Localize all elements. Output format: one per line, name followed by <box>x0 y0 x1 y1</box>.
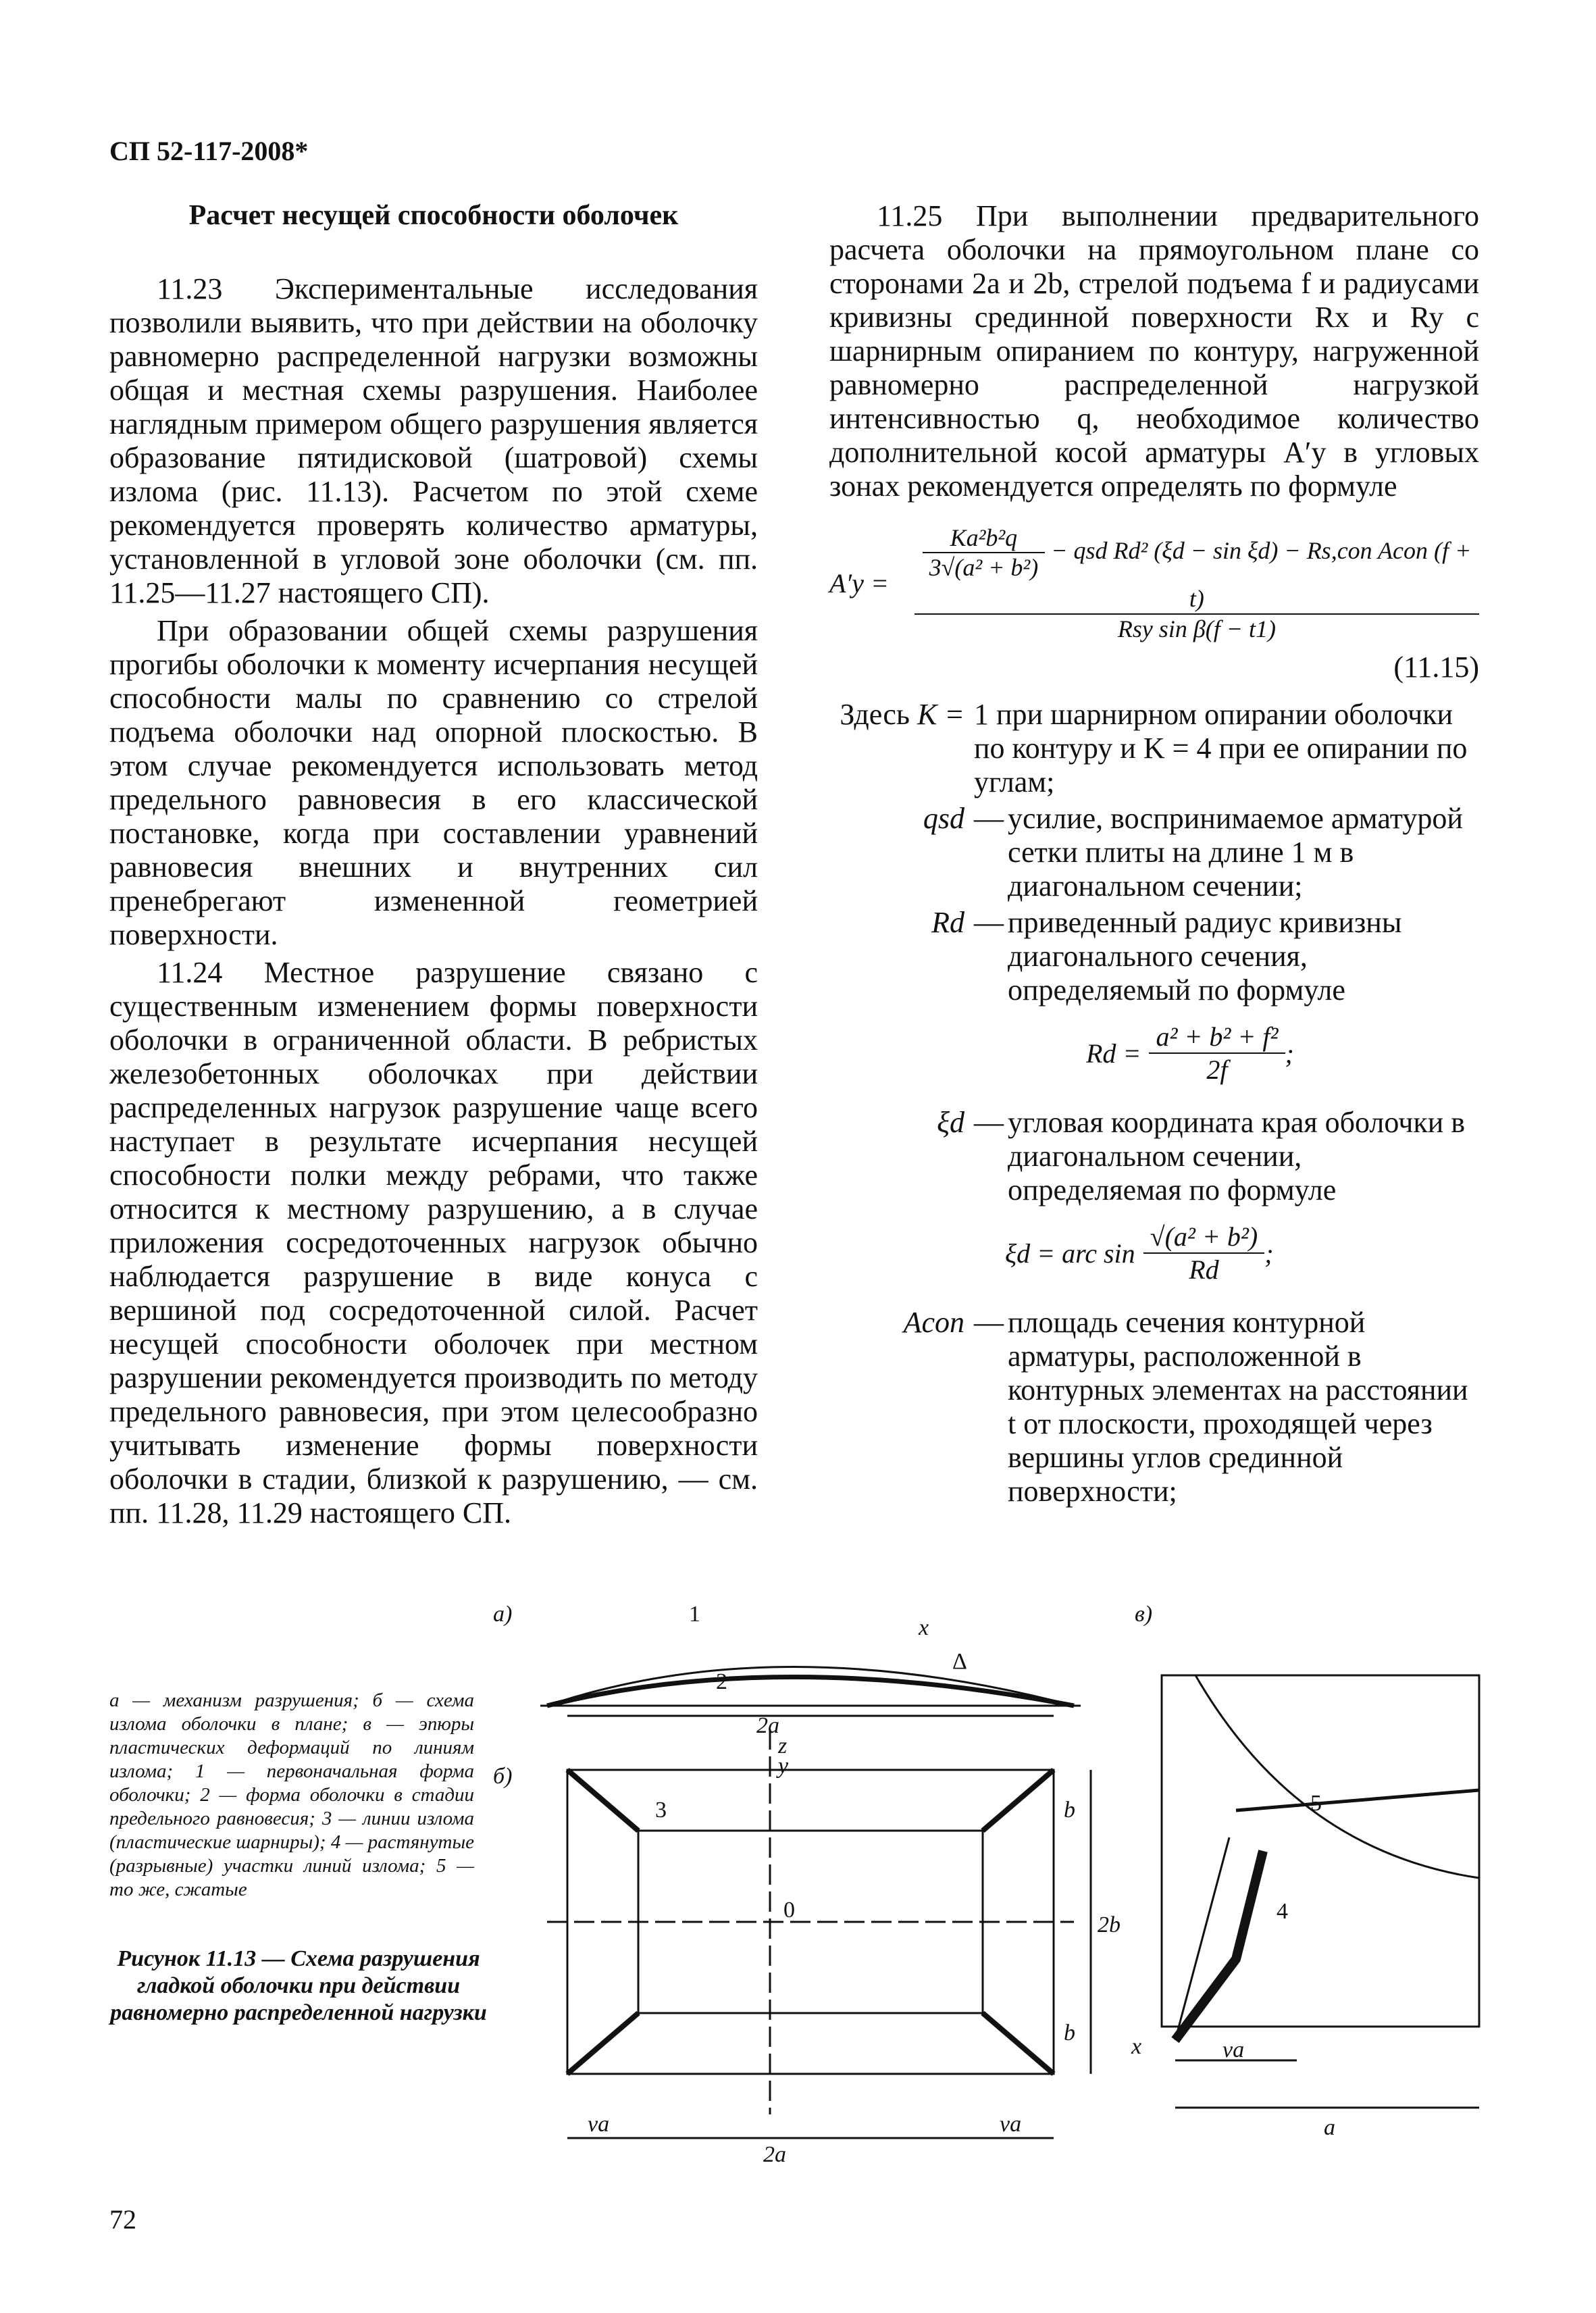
formula-rd <box>1086 1021 1479 1086</box>
formula-lhs: A′y = <box>829 568 889 599</box>
label-a: а) <box>493 1602 513 1627</box>
paragraph-11-25: 11.25 При выполнении предварительного расчета оболочки на прямоугольном плане со сторонами 2a и 2b, стрелой подъема f и радиусами кривизны срединной поверхности Rx и Ry с шарнирным опиранием по контуру, нагруженной равномерно распределенной нагрузкой интенсивностью q, необходимое количество дополнительной косой арматуры A′y в угловых зонах рекомендуется определять по формуле <box>829 199 1479 503</box>
diagram-frame <box>1162 1675 1479 2027</box>
label-z: z <box>778 1733 788 1758</box>
label-x-top: x <box>919 1615 929 1640</box>
formula-xi-numerator: √(a² + b²) <box>1143 1221 1265 1254</box>
label-3: 3 <box>655 1798 667 1823</box>
label-y: y <box>778 1754 789 1779</box>
definition-k-sym: K = <box>917 698 964 731</box>
definition-xi: ξd — угловая координата края оболочки в диагональном сечении, определяемая по формуле <box>829 1106 1479 1207</box>
label-2a-top: 2a <box>756 1713 779 1738</box>
definition-rd: Rd — приведенный радиус кривизны диагонального сечения, определяемый по формуле <box>829 906 1479 1007</box>
definition-qsd: qsd — усилие, воспринимаемое арматурой сетки плиты на длине 1 м в диагональном сечении; <box>829 802 1479 903</box>
formula-number: (11.15) <box>1393 651 1479 684</box>
formula-numerator <box>915 524 1479 615</box>
yield-line-tr <box>983 1770 1054 1831</box>
figure-11-13 <box>486 1594 1499 2168</box>
formula-rd-fraction <box>1149 1021 1285 1086</box>
defs-intro: Здесь <box>840 698 910 731</box>
paragraph-11-24: 11.24 Местное разрушение связано с существенным изменением формы поверхности оболочки в ограниченной области. В ребристых железобетонных оболочках при действии распределенных нагрузок разрушение чаще всего наступает в результате исчерпания несущей способности полки между ребрами, что также относится к местному разрушению, а в случае приложения сосредоточенных нагрузок обычно наблюдается разрушение в виде конуса с вершиной под сосредоточенной силой. Расчет несущей способности оболочек при местном разрушении рекомендуется производить по методу предельного равновесия, при этом целесообразно учитывать изменение формы поверхности оболочки в стадии, близкой к разрушению, — см. пп. 11.28, 11.29 настоящего СП. <box>109 956 758 1529</box>
label-va-left: va <box>588 2112 610 2137</box>
formula-xi-lhs: ξd = arc sin <box>1005 1238 1135 1269</box>
label-2a-bottom: 2a <box>763 2142 786 2167</box>
definition-k-symbol <box>829 698 974 799</box>
label-b: б) <box>493 1764 513 1789</box>
formula-inner-denominator: 3√(a² + b²) <box>929 554 1039 581</box>
label-2b: 2b <box>1098 1912 1121 1937</box>
label-2: 2 <box>716 1669 727 1694</box>
compression-zone-5 <box>1236 1790 1479 1810</box>
formula-xi <box>1005 1221 1479 1286</box>
right-column <box>829 199 1479 1511</box>
label-v: в) <box>1135 1602 1153 1627</box>
formula-xi-fraction <box>1143 1221 1265 1286</box>
label-4: 4 <box>1277 1899 1288 1924</box>
document-code: СП 52-117-2008* <box>109 136 309 166</box>
definition-rd-symbol: Rd <box>931 906 964 939</box>
formula-main-fraction <box>915 524 1479 643</box>
paragraph-11-23: 11.23 Экспериментальные исследования позволили выявить, что при действии на оболочку равномерно распределенной нагрузки возможны общая и местная схемы разрушения. Наиболее наглядным примером общего разрушения является образование пятидисковой (шатровой) схемы излома (рис. 11.13). Расчетом по этой схеме рекомендуется проверять количество арматуры, установленной в угловой зоне оболочки (см. пп. 11.25—11.27 настоящего СП). <box>109 272 758 609</box>
label-va-diagram: va <box>1222 2037 1245 2062</box>
definition-rd-text: приведенный радиус кривизны диагонального сечения, определяемый по формуле <box>1008 906 1402 1007</box>
section-title: Расчет несущей способности оболочек <box>188 200 679 231</box>
label-origin: 0 <box>783 1898 795 1923</box>
definition-acon: Acon — площадь сечения контурной арматуры, расположенной в контурных элементах на расстоянии t от плоскости, проходящей через вершины углов срединной поверхности; <box>829 1306 1479 1508</box>
page-number: 72 <box>109 2204 136 2235</box>
formula-denominator: Rsy sin β(f − t1) <box>1117 615 1277 642</box>
label-5: 5 <box>1310 1791 1322 1816</box>
label-delta: Δ <box>952 1649 967 1674</box>
formula-inner-numerator: Ka²b²q <box>923 524 1046 553</box>
formula-xi-denominator: Rd <box>1189 1254 1219 1285</box>
shell-profile-deformed <box>547 1677 1074 1706</box>
definition-qsd-text: усилие, воспринимаемое арматурой сетки плиты на длине 1 м в диагональном сечении; <box>1008 802 1463 903</box>
label-x-right: x <box>1131 2034 1142 2059</box>
left-column <box>109 199 758 1534</box>
yield-line-bl <box>567 2013 638 2074</box>
formula-rd-tail: ; <box>1285 1038 1294 1069</box>
yield-line-br <box>983 2013 1054 2074</box>
formula-rd-denominator: 2f <box>1206 1054 1228 1085</box>
definition-acon-symbol: Acon <box>903 1306 964 1339</box>
yield-line-tl <box>567 1770 638 1831</box>
formula-11-15 <box>829 524 1479 643</box>
formula-xi-tail: ; <box>1264 1238 1274 1269</box>
formula-inner-fraction <box>923 524 1046 582</box>
definition-k-text: 1 при шарнирном опирании оболочки по контуру и K = 4 при ее опирании по углам; <box>974 698 1468 798</box>
figure-caption: Рисунок 11.13 — Схема разрушения гладкой оболочки при действии равномерно распределенной нагрузки <box>110 1946 487 2025</box>
definition-k <box>829 698 1479 799</box>
formula-rd-numerator: a² + b² + f² <box>1149 1021 1285 1054</box>
definition-qsd-symbol: qsd <box>923 802 964 835</box>
figure-legend: а — механизм разрушения; б — схема излома оболочки в плане; в — эпюры пластических деформаций по линиям излома; 1 — первоначальная форма оболочки; 2 — форма оболочки в стадии предельного равновесия; 3 — линии излома (пластические шарниры); 4 — растянутые (разрывные) участки линий излома; 5 — то же, сжатые <box>109 1689 474 1900</box>
formula-numerator-rest: − qsd Rd² (ξd − sin ξd) − Rs,con Acon (f + t) <box>1045 537 1472 612</box>
definition-xi-text: угловая координата края оболочки в диагональном сечении, определяемая по формуле <box>1008 1106 1466 1206</box>
label-a-diagram: a <box>1324 2115 1335 2140</box>
label-b-top: b <box>1064 1798 1075 1823</box>
label-1: 1 <box>689 1602 700 1627</box>
definition-xi-symbol: ξd <box>937 1106 964 1139</box>
label-b-bottom: b <box>1064 2020 1075 2045</box>
paragraph-general-failure: При образовании общей схемы разрушения прогибы оболочки к моменту исчерпания несущей способности малы по сравнению со стрелой подъема оболочки над опорной плоскостью. В этом случае рекомендуется использовать метод предельного равновесия в его классической постановке, когда при составлении уравнений равновесия внешних и внутренних сил пренебрегают измененной геометрией поверхности. <box>109 614 758 951</box>
definition-acon-text: площадь сечения контурной арматуры, расположенной в контурных элементах на расстоянии t от плоскости, проходящей через вершины углов срединной поверхности; <box>1008 1306 1468 1508</box>
shell-profile-initial <box>547 1667 1074 1706</box>
formula-rd-lhs: Rd = <box>1086 1038 1141 1069</box>
label-va-right: va <box>1000 2112 1022 2137</box>
diagram-arc <box>1195 1675 1479 1878</box>
